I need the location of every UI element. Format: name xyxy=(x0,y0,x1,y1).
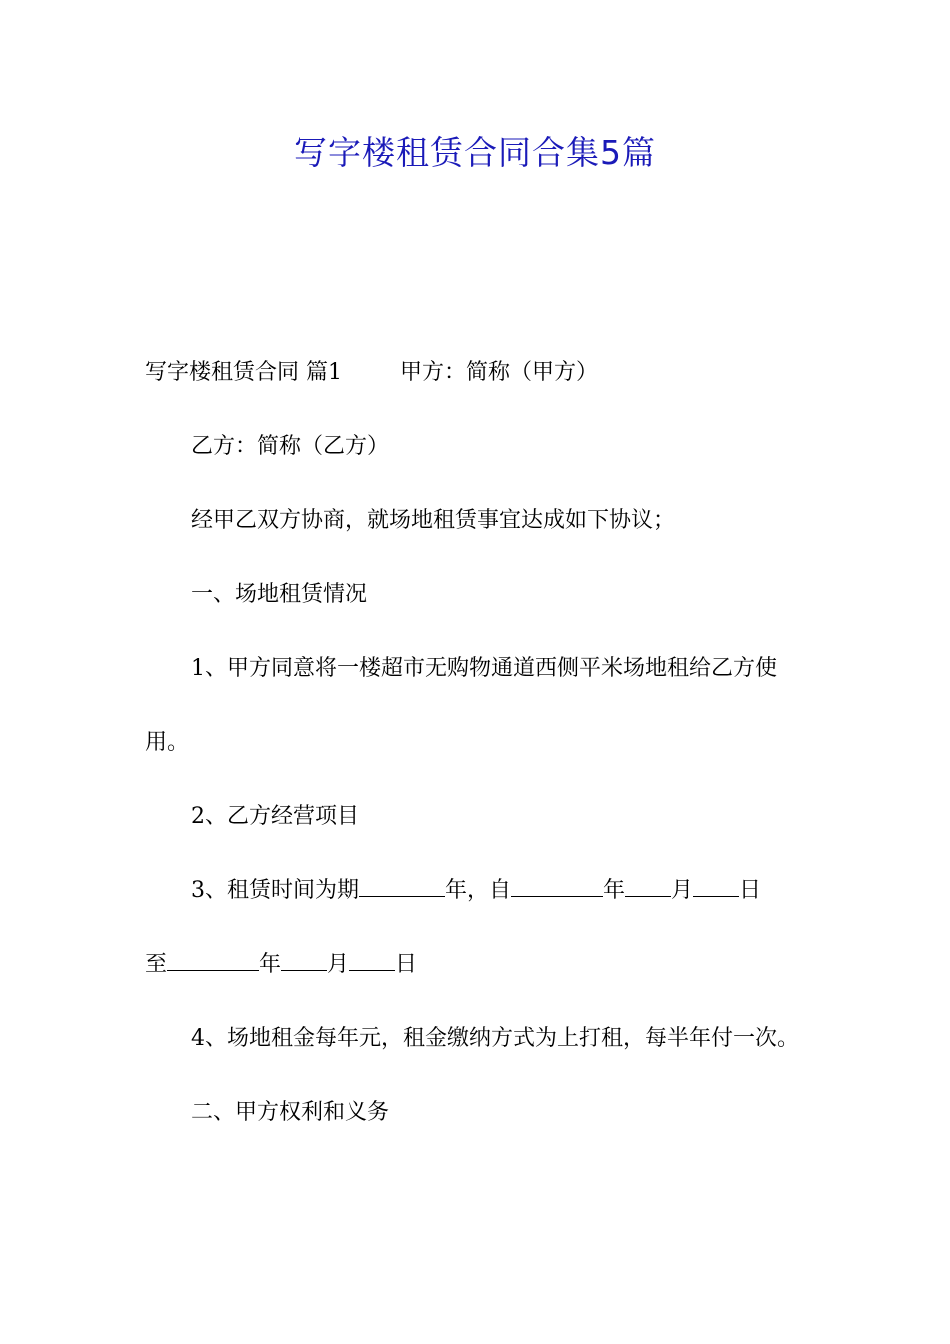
item-3-text: 年 xyxy=(603,878,626,903)
item-3-line-2 xyxy=(145,928,809,1002)
blank-field xyxy=(281,952,327,971)
item-2: 2、乙方经营项目 xyxy=(191,804,359,829)
item-3-text: 年，自 xyxy=(445,878,512,903)
blank-field xyxy=(693,878,739,897)
blank-field xyxy=(167,952,259,971)
item-3-text: 月 xyxy=(327,952,350,977)
item-3-line-1 xyxy=(145,854,809,928)
clause-1-title: 一、场地租赁情况 xyxy=(191,582,368,607)
item-3-text: 日 xyxy=(395,952,418,977)
item-4: 4、场地租金每年元，租金缴纳方式为上打租，每半年付一次。 xyxy=(191,1026,799,1051)
item-3-text: 3、租赁时间为期 xyxy=(191,878,359,903)
document-title: 写字楼租赁合同合集5篇 xyxy=(294,133,656,172)
preamble: 经甲乙双方协商，就场地租赁事宜达成如下协议； xyxy=(191,508,676,533)
item-3-text: 月 xyxy=(671,878,694,903)
blank-field xyxy=(359,878,445,897)
document-body xyxy=(145,336,809,1150)
item-3-text: 至 xyxy=(145,952,168,977)
item-1: 1、甲方同意将一楼超市无购物通道西侧平米场地租给乙方使用。 xyxy=(145,656,777,755)
party-a: 甲方：简称（甲方） xyxy=(400,360,599,385)
blank-field xyxy=(349,952,395,971)
section-heading: 写字楼租赁合同 篇1 xyxy=(145,360,342,385)
clause-2-title: 二、甲方权利和义务 xyxy=(191,1100,390,1125)
party-b: 乙方：简称（乙方） xyxy=(191,434,390,459)
section-heading-line xyxy=(145,336,809,410)
blank-field xyxy=(511,878,603,897)
blank-field xyxy=(625,878,671,897)
item-3-text: 年 xyxy=(259,952,282,977)
item-3-text: 日 xyxy=(739,878,762,903)
